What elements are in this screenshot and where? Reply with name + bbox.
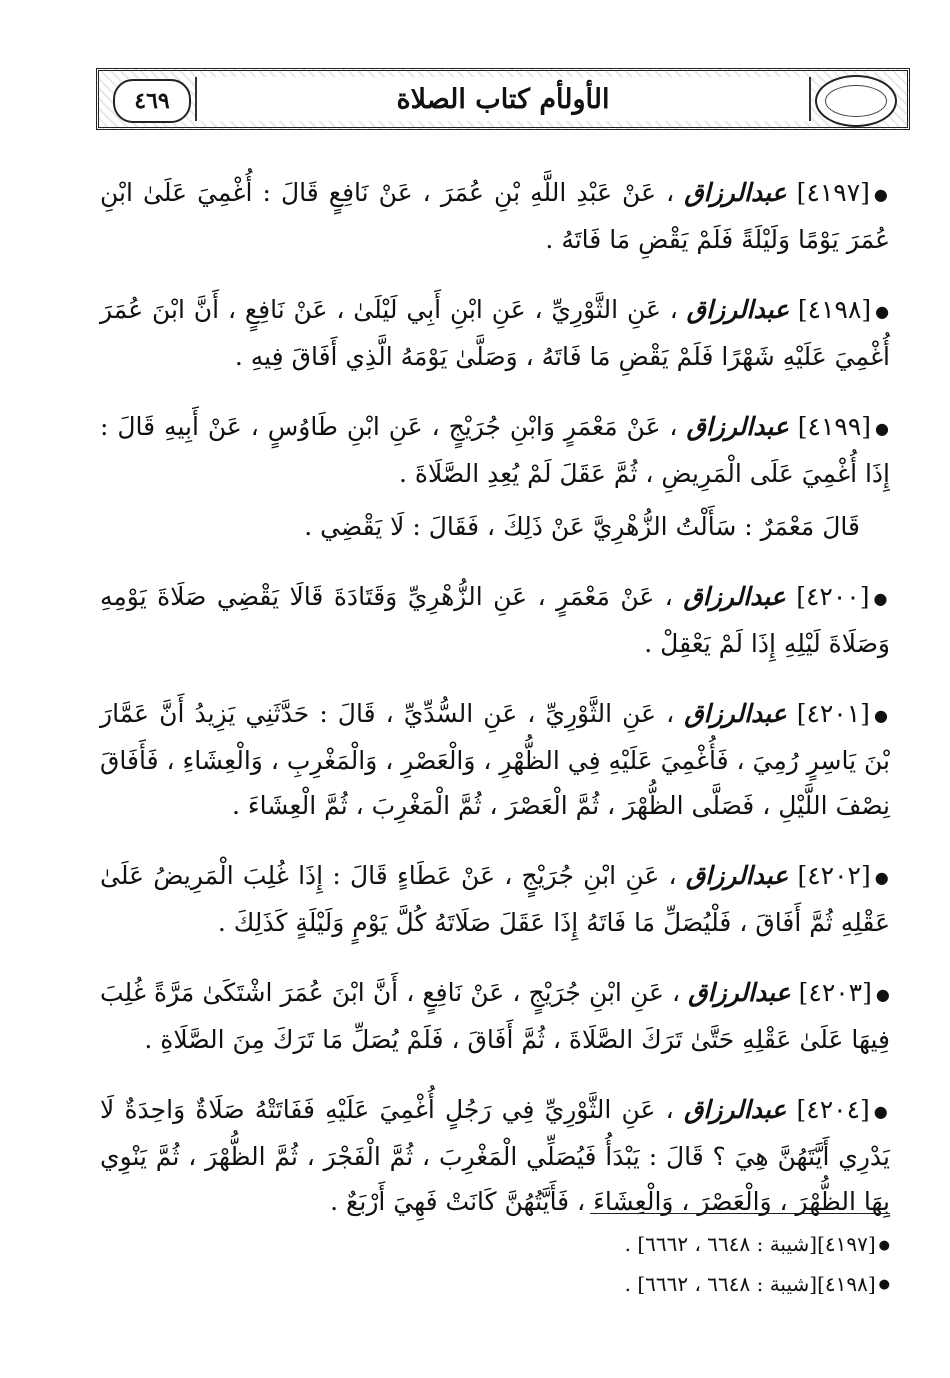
main-text: [100, 145, 890, 1242]
hadith-text: ، عَنْ مَعْمَرٍ وَابْنِ جُرَيْجٍ ، عَنِ ابْنِ طَاوُسٍ ، عَنْ أَبِيهِ قَالَ : إِذَا أُغْمِيَ عَلَى الْمَرِيضِ ، ثُمَّ عَقَلَ لَمْ يُعِدِ الصَّلَاةَ .: [100, 412, 890, 488]
header-title-frame: [195, 77, 811, 121]
hadith-entry: [100, 404, 890, 496]
hadith-number: [٤١٩٨]: [797, 295, 872, 324]
hadith-text: ، عَنِ ابْنِ جُرَيْجٍ ، عَنْ عَطَاءٍ قَالَ : إِذَا غُلِبَ الْمَرِيضُ عَلَىٰ عَقْلِهِ ثُمَّ أَفَاقَ ، فَلْيُصَلِّ مَا فَاتَهُ إِذَا عَقَلَ صَلَاتَهُ كُلَّ يَوْمٍ وَلَيْلَةٍ كَذَلِكَ .: [100, 861, 890, 937]
hadith-author: عبدالرزاق: [683, 1095, 787, 1124]
bullet-icon: ●: [875, 419, 890, 438]
hadith-entry: [100, 574, 890, 666]
hadith-number: [٤١٩٩]: [797, 412, 872, 441]
bullet-icon: ●: [873, 1102, 890, 1121]
footnote-text: [شيبة : ٦٦٤٨ ، ٦٦٦٢] .: [624, 1271, 818, 1296]
header-title: الأولأم كتاب الصلاة: [396, 83, 610, 115]
bullet-icon: ●: [875, 302, 891, 321]
bullet-icon: ●: [873, 185, 891, 204]
page-number: ٤٦٩: [113, 79, 191, 123]
hadith-entry: [100, 170, 890, 262]
footnote-divider: [590, 1213, 890, 1214]
hadith-text: ، عَنِ الثَّوْرِيِّ ، عَنِ السُّدِّيِّ ، قَالَ : حَدَّثَنِي يَزِيدُ أَنَّ عَمَّارَ بْنَ يَاسِرٍ رُمِيَ ، فَأُغْمِيَ عَلَيْهِ فِي الظُّهْرِ ، وَالْعَصْرِ ، وَالْمَغْرِبِ ، وَالْعِشَاءِ ، فَأَفَاقَ نِصْفَ اللَّيْلِ ، فَصَلَّى الظُّهْرَ ، ثُمَّ الْعَصْرَ ، ثُمَّ الْمَغْرِبَ ، ثُمَّ الْعِشَاءَ .: [100, 699, 890, 820]
hadith-number: [٤٢٠٤]: [796, 1095, 870, 1124]
footnotes: [500, 1225, 890, 1304]
hadith-author: عبدالرزاق: [684, 699, 787, 728]
hadith-entry: [100, 853, 890, 945]
bullet-icon: ●: [878, 1277, 890, 1292]
hadith-sub-note: قَالَ مَعْمَرٌ : سَأَلْتُ الزُّهْرِيَّ عَنْ ذَلِكَ ، فَقَالَ : لَا يَقْضِي .: [304, 512, 860, 541]
hadith-author: عبدالرزاق: [684, 178, 787, 207]
hadith-entry: [100, 691, 890, 828]
book-seal-logo: [815, 75, 897, 127]
footnote-number: [٤١٩٨]: [817, 1271, 876, 1296]
hadith-author: عبدالرزاق: [686, 412, 789, 441]
hadith-number: [٤٢٠١]: [796, 699, 870, 728]
hadith-author: عبدالرزاق: [683, 582, 786, 611]
footnote-number: [٤١٩٧]: [817, 1232, 876, 1256]
hadith-author: عبدالرزاق: [685, 861, 789, 890]
hadith-author: عبدالرزاق: [688, 978, 791, 1007]
page-header: [96, 68, 910, 130]
hadith-entry: [100, 287, 890, 379]
footnote-item: [500, 1225, 890, 1265]
hadith-text: ، عَنْ عَبْدِ اللَّهِ بْنِ عُمَرَ ، عَنْ نَافِعٍ قَالَ : أُغْمِيَ عَلَىٰ ابْنِ عُمَرَ يَوْمًا وَلَيْلَةً فَلَمْ يَقْضِ مَا فَاتَهُ .: [100, 178, 890, 254]
bullet-icon: ●: [873, 706, 891, 725]
hadith-text: ، عَنِ الثَّوْرِيِّ فِي رَجُلٍ أُغْمِيَ عَلَيْهِ فَفَاتَتْهُ صَلَاةٌ وَاحِدَةٌ لَا يَدْرِي أَيَّتَهُنَّ هِيَ ؟ قَالَ : يَبْدَأُ فَيُصَلِّي الْمَغْرِبَ ، ثُمَّ الْفَجْرَ ، ثُمَّ الظُّهْرَ ، ثُمَّ يَنْوِي بِهَا الظُّهْرَ ، وَالْعَصْرَ ، وَالْعِشَاءَ ، فَأَيَّتُهُنَّ كَانَتْ فَهِيَ أَرْبَعٌ .: [100, 1095, 890, 1216]
hadith-number: [٤١٩٧]: [796, 178, 870, 207]
footnote-text: [شيبة : ٦٦٤٨ ، ٦٦٦٢] .: [624, 1232, 818, 1256]
hadith-number: [٤٢٠٢]: [797, 861, 871, 890]
hadith-number: [٤٢٠٠]: [796, 582, 870, 611]
hadith-author: عبدالرزاق: [686, 295, 790, 324]
hadith-text: ، عَنْ مَعْمَرٍ ، عَنِ الزُّهْرِيِّ وَقَتَادَةَ قَالَا يَقْضِي صَلَاةَ يَوْمِهِ وَصَلَاةَ لَيْلِهِ إِذَا لَمْ يَعْقِلْ .: [100, 582, 890, 658]
hadith-text: ، عَنِ الثَّوْرِيِّ ، عَنِ ابْنِ أَبِي لَيْلَىٰ ، عَنْ نَافِعٍ ، أَنَّ ابْنَ عُمَرَ أُغْمِيَ عَلَيْهِ شَهْرًا فَلَمْ يَقْضِ مَا فَاتَهُ ، وَصَلَّىٰ يَوْمَهُ الَّذِي أَفَاقَ فِيهِ .: [100, 295, 890, 371]
footnote-item: [500, 1265, 890, 1305]
bullet-icon: ●: [875, 985, 890, 1004]
hadith-text: ، عَنِ ابْنِ جُرَيْجٍ ، عَنْ نَافِعٍ ، أَنَّ ابْنَ عُمَرَ اشْتَكَىٰ مَرَّةً غُلِبَ فِيهَا عَلَىٰ عَقْلِهِ حَتَّىٰ تَرَكَ الصَّلَاةَ ، ثُمَّ أَفَاقَ ، فَلَمْ يُصَلِّ مَا تَرَكَ مِنَ الصَّلَاةِ .: [100, 978, 890, 1054]
bullet-icon: ●: [873, 589, 890, 608]
hadith-entry: [100, 970, 890, 1062]
bullet-icon: ●: [878, 1237, 890, 1253]
hadith-number: [٤٢٠٣]: [798, 978, 872, 1007]
hadith-entry: [100, 1087, 890, 1224]
bullet-icon: ●: [874, 868, 890, 887]
